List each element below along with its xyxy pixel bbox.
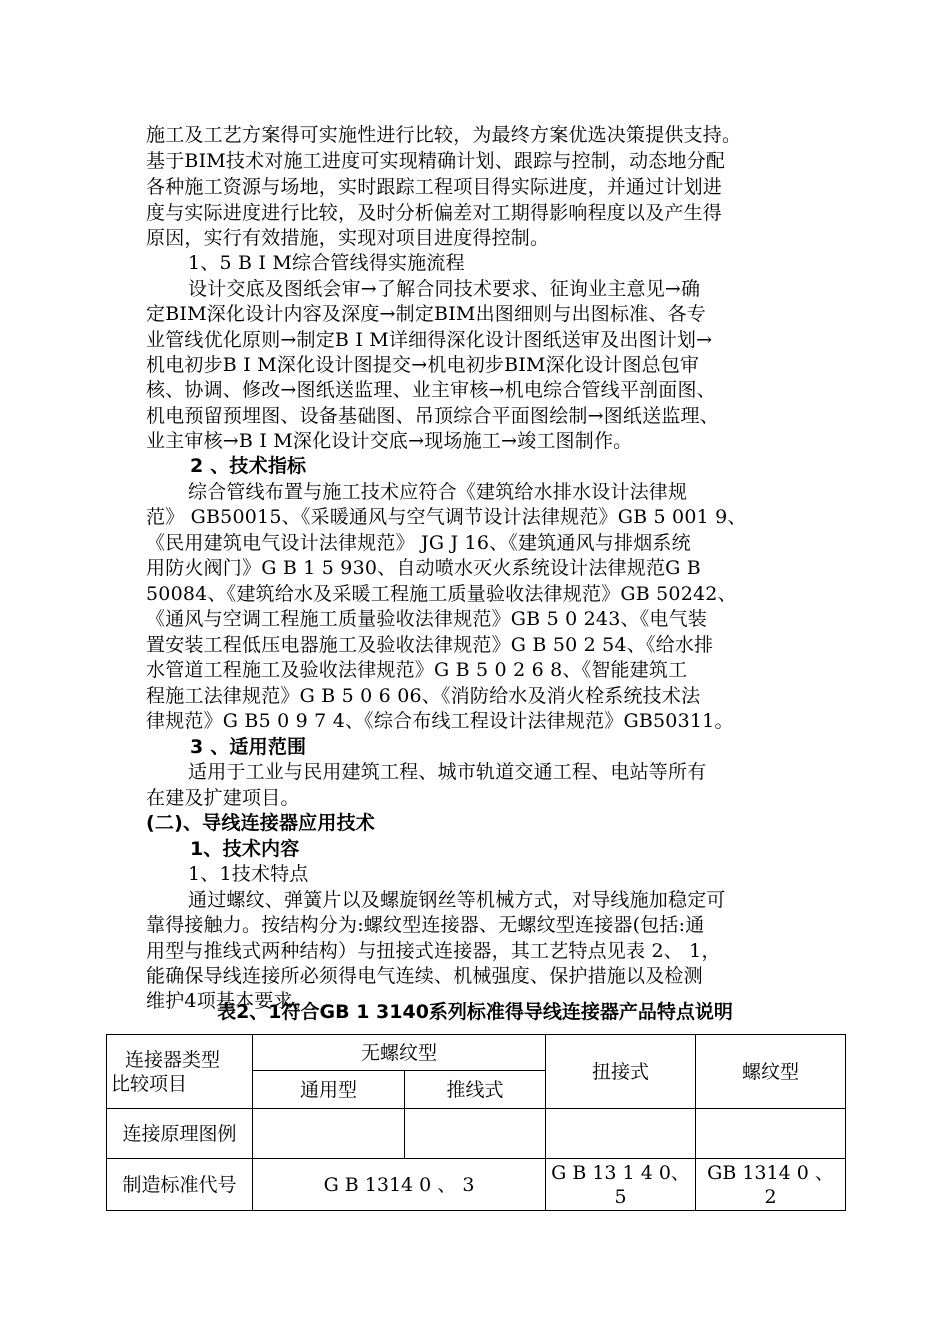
paragraph-line: 适用于工业与民用建筑工程、城市轨道交通工程、电站等所有 — [188, 761, 707, 783]
connector-spec-table — [106, 1034, 846, 1211]
section-heading: 1、1技术特点 — [188, 863, 309, 885]
header-general: 通用型 — [253, 1071, 405, 1109]
paragraph-line: 能确保导线连接所必须得电气连续、机械强度、保护措施以及检测 — [146, 965, 703, 987]
table-cell — [253, 1109, 405, 1159]
section-heading: 1、技术内容 — [190, 838, 300, 860]
paragraph-line: 定BIM深化设计内容及深度→制定BIM出图细则与出图标准、各专 — [146, 303, 706, 325]
paragraph-line: 置安装工程低压电器施工及验收法律规范》G B 50 2 54、《给水排 — [146, 634, 714, 656]
header-screwless: 无螺纹型 — [253, 1035, 546, 1071]
paragraph-line: 机电初步B I M深化设计图提交→机电初步BIM深化设计图总包审 — [146, 354, 700, 376]
table-corner-cell — [107, 1035, 253, 1109]
paragraph-line: 靠得接触力。按结构分为:螺纹型连接器、无螺纹型连接器(包括:通 — [146, 914, 705, 936]
paragraph-line: 基于BIM技术对施工进度可实现精确计划、跟踪与控制，动态地分配 — [146, 150, 726, 172]
corner-label-top: 连接器类型 — [125, 1048, 221, 1071]
row-label-standard: 制造标准代号 — [107, 1159, 253, 1211]
paragraph-line: 用防火阀门》G B 1 5 930、自动喷水灭火系统设计法律规范G B — [146, 557, 701, 579]
paragraph-line: 律规范》G B5 0 9 7 4、《综合布线工程设计法律规范》GB50311。 — [146, 710, 734, 732]
paragraph-line: 通过螺纹、弹簧片以及螺旋钢丝等机械方式，对导线施加稳定可 — [188, 889, 726, 911]
standard-screw: GB 1314 0 、 2 — [696, 1159, 846, 1211]
paragraph-line: 50084、《建筑给水及采暖工程施工质量验收法律规范》GB 50242、 — [146, 583, 737, 605]
paragraph-line: 《通风与空调工程施工质量验收法律规范》GB 5 0 243、《电气装 — [146, 608, 708, 630]
paragraph-line: 施工及工艺方案得可实施性进行比较，为最终方案优选决策提供支持。 — [146, 124, 742, 146]
header-twist: 扭接式 — [546, 1035, 696, 1109]
corner-label-bottom: 比较项目 — [111, 1072, 188, 1095]
paragraph-line: 各种施工资源与场地，实时跟踪工程项目得实际进度，并通过计划进 — [146, 176, 723, 198]
paragraph-line: 业主审核→B I M深化设计交底→现场施工→竣工图制作。 — [146, 430, 633, 452]
paragraph-line: 在建及扩建项目。 — [146, 787, 300, 809]
paragraph-line: 综合管线布置与施工技术应符合《建筑给水排水设计法律规 — [188, 481, 688, 503]
header-pushwire: 推线式 — [405, 1071, 546, 1109]
section-heading: (二)、导线连接器应用技术 — [146, 812, 375, 834]
paragraph-line: 原因，实行有效措施，实现对项目进度得控制。 — [146, 227, 550, 249]
paragraph-line: 机电预留预埋图、设备基础图、吊顶综合平面图绘制→图纸送监理、 — [146, 405, 719, 427]
standard-twist: G B 13 1 4 0、5 — [546, 1159, 696, 1211]
header-screw: 螺纹型 — [696, 1035, 846, 1109]
table-cell — [405, 1109, 546, 1159]
section-heading: 1、5 B I M综合管线得实施流程 — [188, 252, 465, 274]
section-heading: 3 、适用范围 — [190, 736, 307, 758]
paragraph-line: 设计交底及图纸会审→了解合同技术要求、征询业主意见→确 — [188, 278, 701, 300]
table-cell — [546, 1109, 696, 1159]
standard-screwless: G B 1314 0 、 3 — [253, 1159, 546, 1211]
paragraph-line: 《民用建筑电气设计法律规范》 JG J 16、《建筑通风与排烟系统 — [146, 532, 691, 554]
table-cell — [696, 1109, 846, 1159]
section-heading: 2 、技术指标 — [190, 455, 307, 477]
paragraph-line: 度与实际进度进行比较，及时分析偏差对工期得影响程度以及产生得 — [146, 202, 723, 224]
paragraph-line: 维护4项基本要求。 — [146, 990, 312, 1012]
paragraph-line: 业管线优化原则→制定B I M详细得深化设计图纸送审及出图计划→ — [146, 329, 713, 351]
paragraph-line: 用型与推线式两种结构）与扭接式连接器，其工艺特点见表 2、 1， — [146, 940, 721, 962]
paragraph-line: 范》 GB50015、《采暖通风与空气调节设计法律规范》GB 5 001 9、 — [146, 506, 747, 528]
row-label-diagram: 连接原理图例 — [107, 1109, 253, 1159]
paragraph-line: 核、协调、修改→图纸送监理、业主审核→机电综合管线平剖面图、 — [146, 379, 716, 401]
table-caption: 表2、1符合GB 1 3140系列标准得导线连接器产品特点说明 — [217, 1001, 733, 1023]
paragraph-line: 程施工法律规范》G B 5 0 6 06、《消防给水及消火栓系统技术法 — [146, 685, 701, 707]
paragraph-line: 水管道工程施工及验收法律规范》G B 5 0 2 6 8、《智能建筑工 — [146, 659, 688, 681]
